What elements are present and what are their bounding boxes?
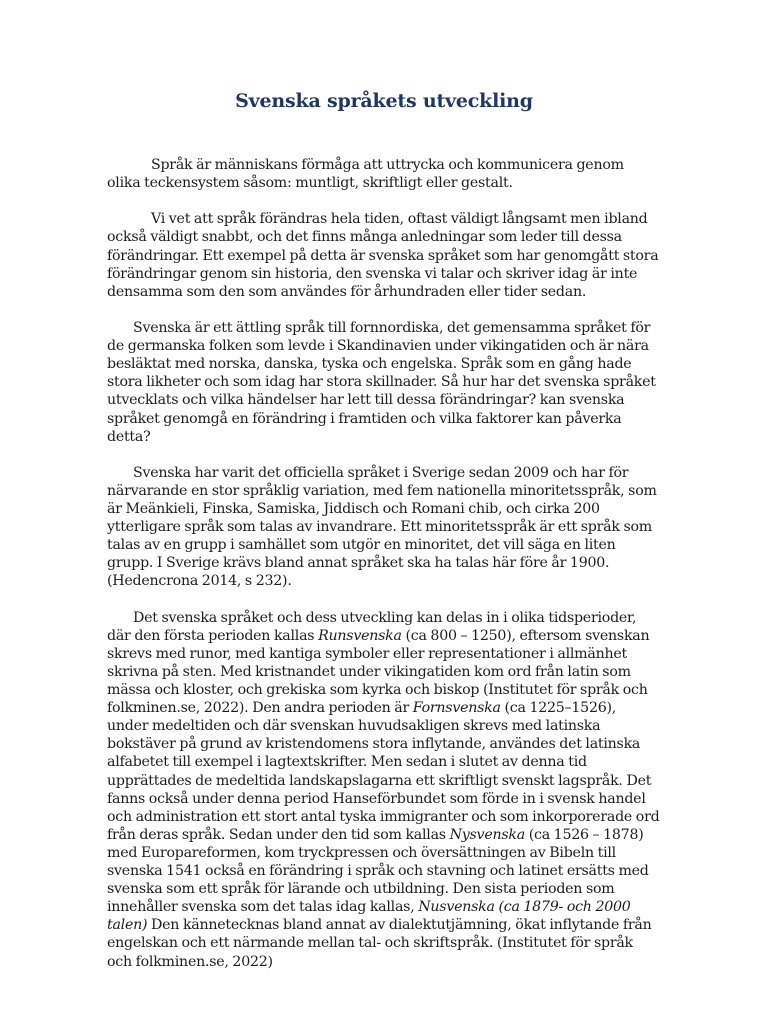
period-name-nusvenska: Nusvenska (ca 1879- och 2000 talen)	[107, 899, 631, 934]
paragraph-5	[107, 609, 661, 971]
paragraph-2: Vi vet att språk förändras hela tiden, oftast väldigt långsamt men ibland också väldigt snabbt, och det finns många anledningar som leder till dessa förändringar. Ett exempel på detta är svenska språket som har genomgått stora förändringar genom sin historia, den svenska vi talar och skriver idag är inte densamma som den som användes för århundraden eller tider sedan.	[107, 211, 659, 300]
paragraph-4: Svenska har varit det officiella språket i Sverige sedan 2009 och har för närvarande en stor språklig variation, med fem nationella minoritetsspråk, som är Meänkieli, Finska, Samiska, Jiddisch och Romani chib, och cirka 200 ytterligare språk som talas av invandrare. Ett minoritetsspråk är ett språk som talas av en grupp i samhället som utgör en minoritet, det vill säga en liten grupp. I Sverige krävs bland annat språket ska ha talas här före år 1900. (Hedencrona 2014, s 232).	[107, 464, 657, 590]
period-name-nysvenska: Nysvenska	[449, 826, 525, 843]
paragraph-3: Svenska är ett ättling språk till fornnordiska, det gemensamma språket för de germanska folken som levde i Skandinavien under vikingatiden och är nära besläktat med norska, danska, tyska och engelska. Språk som en gång hade stora likheter och som idag har stora skillnader. Så hur har det svenska språket utvecklats och vilka händelser har lett till dessa förändringar? kan svenska språket genomgå en förändring i framtiden och vilka faktorer kan påverka detta?	[107, 320, 656, 445]
period-name-fornsvenska: Fornsvenska	[412, 700, 501, 717]
text-run: (ca 1526 – 1878) med Europareformen, kom tryckpressen och översättningen av Bibeln till svenska 1541 också en förändring i språk och stavning och latinet ersätts med svenska som ett språk för lärande och utbildning. Den sista perioden som innehåller svenska som det talas idag kallas,	[107, 826, 649, 916]
text-run: Det svenska språket och dess utveckling kan delas in i olika tidsperioder, där den första perioden kallas	[107, 609, 637, 644]
text-run: (ca 1225–1526), under medeltiden och där svenskan huvudsakligen skrevs med latinska bokstäver på grund av kristendomens stora inflytande, användes det latinska alfabetet till exempel i lagtextskrifter. Men sedan i slutet av denna tid upprättades de medeltida landskapslagarna ett skriftligt svenskt lagspråk. Det fanns också under denna period Hanseförbundet som förde in i svensk handel och administration ett stort antal tyska immigranter och som inkorporerade ord från deras språk. Sedan under den tid som kallas	[107, 700, 660, 843]
paragraph-1: Språk är människans förmåga att uttrycka och kommunicera genom olika teckensystem såsom: muntligt, skriftligt eller gestalt.	[107, 157, 624, 192]
text-run: Den kännetecknas bland annat av dialektutjämning, ökat inflytande från engelskan och ett närmande mellan tal- och skriftspråk. (Institutet för språk och folkminen.se, 2022)	[107, 917, 652, 970]
document-title: Svenska språkets utveckling	[235, 90, 533, 112]
text-run: (ca 800 – 1250), eftersom svenskan skrevs med runor, med kantiga symboler eller representationer i allmänhet skrivna på sten. Med kristnandet under vikingatiden kom ord från latin som mässa och kloster, och grekiska som kyrka och biskop (Institutet för språk och folkminen.se, 2022). Den andra perioden är	[107, 627, 650, 717]
period-name-runsvenska: Runsvenska	[318, 627, 402, 644]
